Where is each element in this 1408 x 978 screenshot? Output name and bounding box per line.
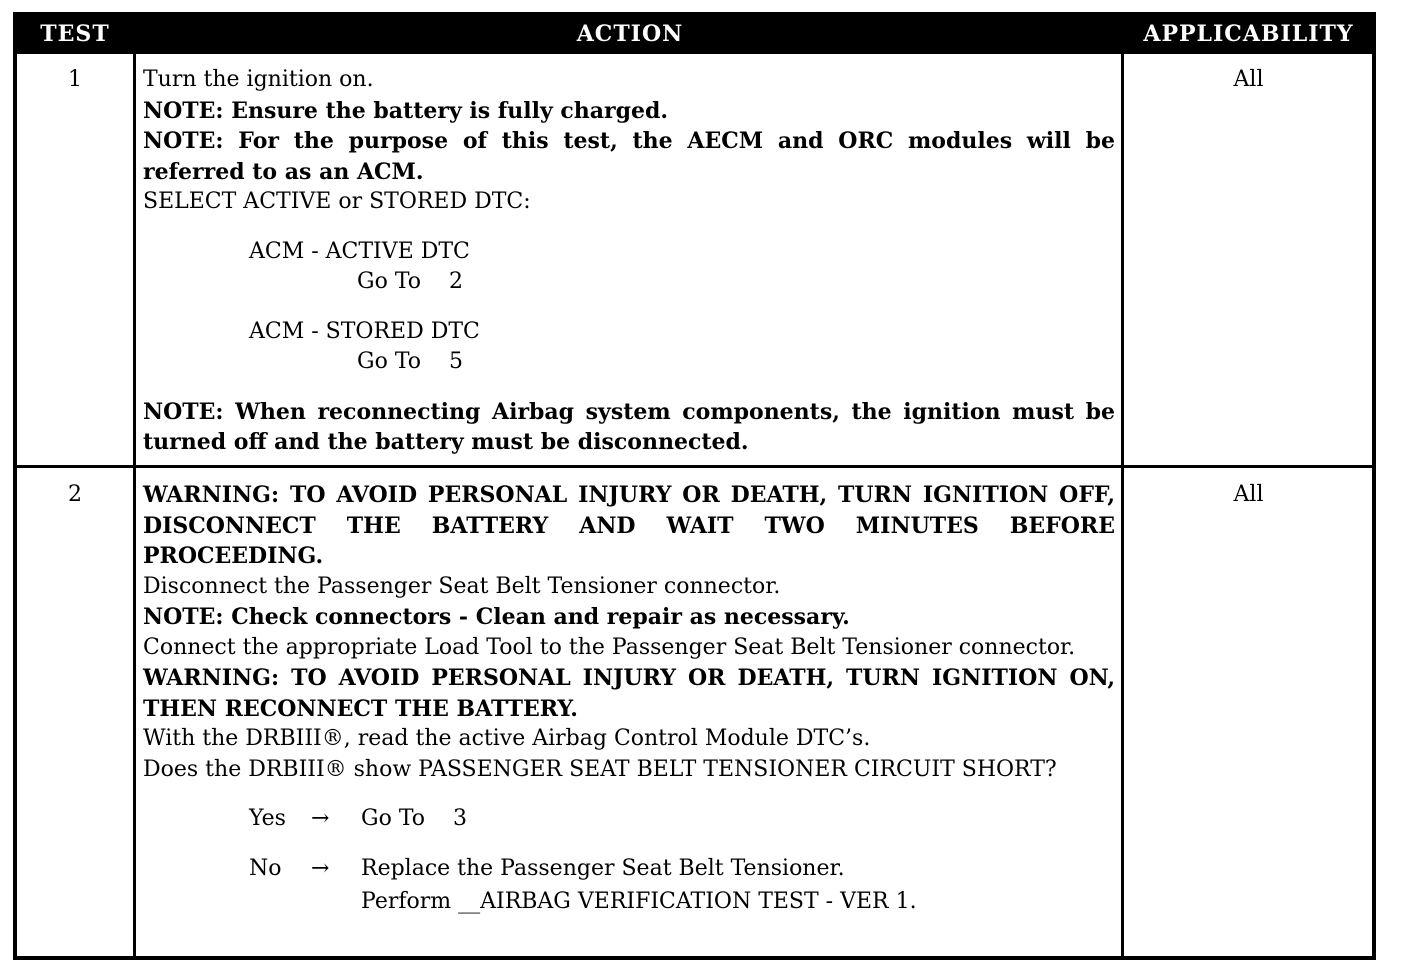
- note: NOTE: When reconnecting Airbag system components, the ignition must be turned off and the battery must be disconnected.: [143, 398, 1115, 455]
- result-line: Replace the Passenger Seat Belt Tensioner.: [361, 855, 845, 881]
- table-header: [17, 16, 1372, 54]
- test-number: 1: [68, 67, 82, 92]
- action-cell: [143, 65, 1115, 458]
- note: NOTE: For the purpose of this test, the AECM and ORC modules will be referred to as an ACM.: [143, 128, 1115, 185]
- diagnostic-test-table: [13, 12, 1376, 960]
- action-line: SELECT ACTIVE or STORED DTC:: [143, 189, 531, 214]
- note: NOTE: Check connectors - Clean and repair as necessary.: [143, 604, 850, 630]
- action-line: With the DRBIII®, read the active Airbag Control Module DTC’s.: [143, 726, 871, 751]
- test-number: 2: [68, 482, 82, 507]
- warning: WARNING: TO AVOID PERSONAL INJURY OR DEATH, TURN IGNITION ON, THEN RECONNECT THE BATTERY.: [143, 665, 1115, 722]
- yes-label: Yes: [249, 806, 286, 831]
- applicability-value: All: [1233, 67, 1264, 92]
- action-line: Disconnect the Passenger Seat Belt Tensioner connector.: [143, 573, 781, 599]
- arrow-right-icon: →: [311, 806, 330, 831]
- action-line: Turn the ignition on.: [143, 67, 374, 92]
- header-test: TEST: [40, 21, 110, 47]
- goto-link[interactable]: Go To 5: [357, 349, 463, 374]
- column-divider: [133, 54, 136, 956]
- action-cell: [143, 480, 1115, 918]
- no-branch: [143, 854, 1115, 918]
- yes-branch: [143, 804, 1115, 835]
- applicability-value: All: [1233, 482, 1264, 507]
- result-text: [361, 854, 917, 918]
- goto-link[interactable]: Go To 3: [361, 806, 467, 831]
- row-divider: [17, 465, 1372, 468]
- no-label: No: [249, 855, 282, 881]
- action-line: Does the DRBIII® show PASSENGER SEAT BELT TENSIONER CIRCUIT SHORT?: [143, 756, 1057, 782]
- header-applicability: APPLICABILITY: [1143, 21, 1354, 47]
- option-label: ACM - STORED DTC: [249, 318, 480, 344]
- header-action: ACTION: [576, 21, 684, 47]
- column-divider: [1121, 54, 1124, 956]
- option-label: ACM - ACTIVE DTC: [249, 238, 470, 264]
- verification-test-link[interactable]: Perform __AIRBAG VERIFICATION TEST - VER 1.: [361, 889, 917, 914]
- action-line: Connect the appropriate Load Tool to the Passenger Seat Belt Tensioner connector.: [143, 634, 1076, 660]
- note: NOTE: Ensure the battery is fully charged.: [143, 97, 669, 124]
- goto-link[interactable]: Go To 2: [357, 269, 463, 294]
- warning: WARNING: TO AVOID PERSONAL INJURY OR DEATH, TURN IGNITION OFF, DISCONNECT THE BATTERY AND WAIT TWO MINUTES BEFORE PROCEEDING.: [143, 482, 1115, 569]
- arrow-right-icon: →: [311, 855, 330, 881]
